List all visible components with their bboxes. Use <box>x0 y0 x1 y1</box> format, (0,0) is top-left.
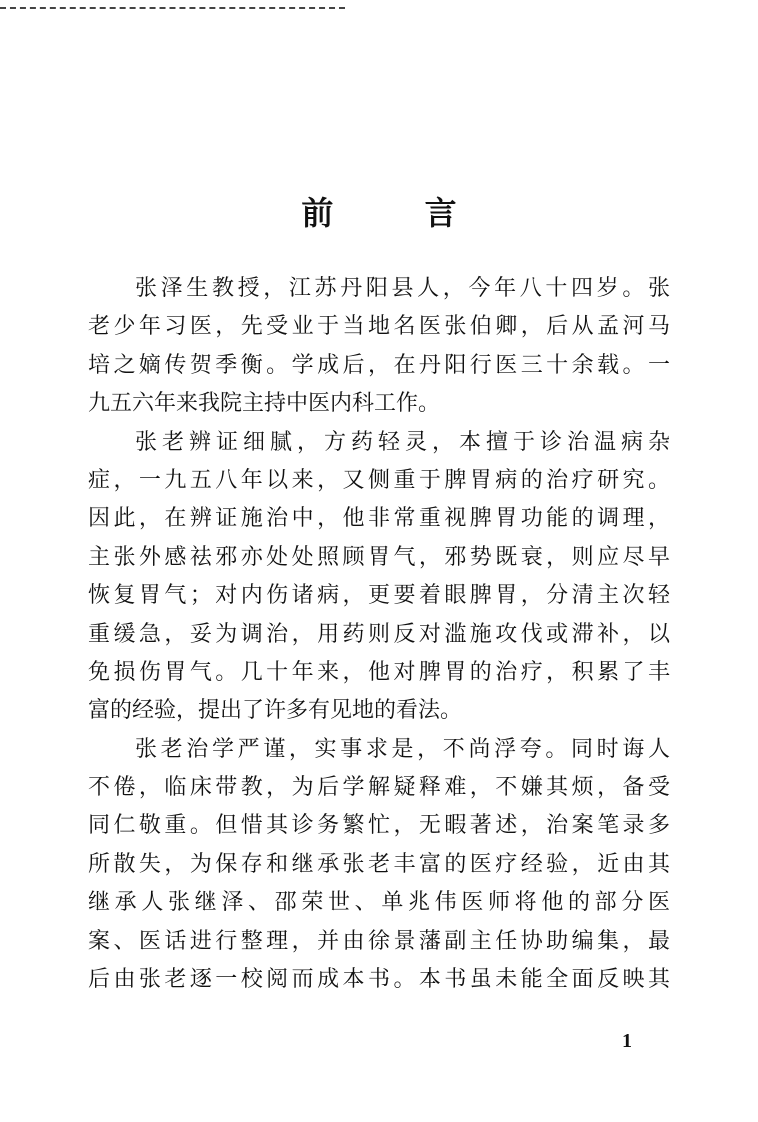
preface-body <box>88 270 670 999</box>
text-line: 富的经验，提出了许多有见地的看法。 <box>88 698 463 724</box>
text-line: 所散失，为保存和继承张老丰富的医疗经验，近由其 <box>88 851 670 877</box>
text-line: 培之嫡传贺季衡。学成后，在丹阳行医三十余载。一 <box>88 352 670 378</box>
text-line: 张老治学严谨，实事求是，不尚浮夸。同时诲人 <box>135 736 670 762</box>
scan-dashed-border <box>0 7 345 9</box>
text-line: 案、医话进行整理，并由徐景藩副主任协助编集，最 <box>88 928 670 954</box>
text-line: 免损伤胃气。几十年来，他对脾胃的治疗，积累了丰 <box>88 659 670 685</box>
text-line: 张泽生教授，江苏丹阳县人，今年八十四岁。张 <box>135 276 670 301</box>
text-line: 张老辨证细腻，方药轻灵，本擅于诊治温病杂 <box>135 429 670 455</box>
text-line: 不倦，临床带教，为后学解疑释难，不嫌其烦，备受 <box>88 775 670 801</box>
page-number: 1 <box>622 1030 632 1052</box>
page-title: 前 言 <box>301 194 497 232</box>
text-line: 恢复胃气；对内伤诸病，更要着眼脾胃，分清主次轻 <box>88 583 670 609</box>
text-line: 同仁敬重。但惜其诊务繁忙，无暇著述，治案笔录多 <box>88 813 670 839</box>
text-line: 主张外感祛邪亦处处照顾胃气，邪势既衰，则应尽早 <box>88 544 670 570</box>
text-line: 症，一九五八年以来，又侧重于脾胃病的治疗研究。 <box>88 467 670 493</box>
text-line: 重缓急，妥为调治，用药则反对滥施攻伐或滞补，以 <box>88 621 670 647</box>
text-line: 九五六年来我院主持中医内科工作。 <box>88 391 441 417</box>
text-line: 老少年习医，先受业于当地名医张伯卿，后从孟河马 <box>88 314 670 340</box>
text-line: 后由张老逐一校阅而成本书。本书虽未能全面反映其 <box>88 967 670 993</box>
text-line: 继承人张继泽、邵荣世、单兆伟医师将他的部分医 <box>88 890 670 916</box>
text-line: 因此，在辨证施治中，他非常重视脾胃功能的调理， <box>88 506 670 532</box>
